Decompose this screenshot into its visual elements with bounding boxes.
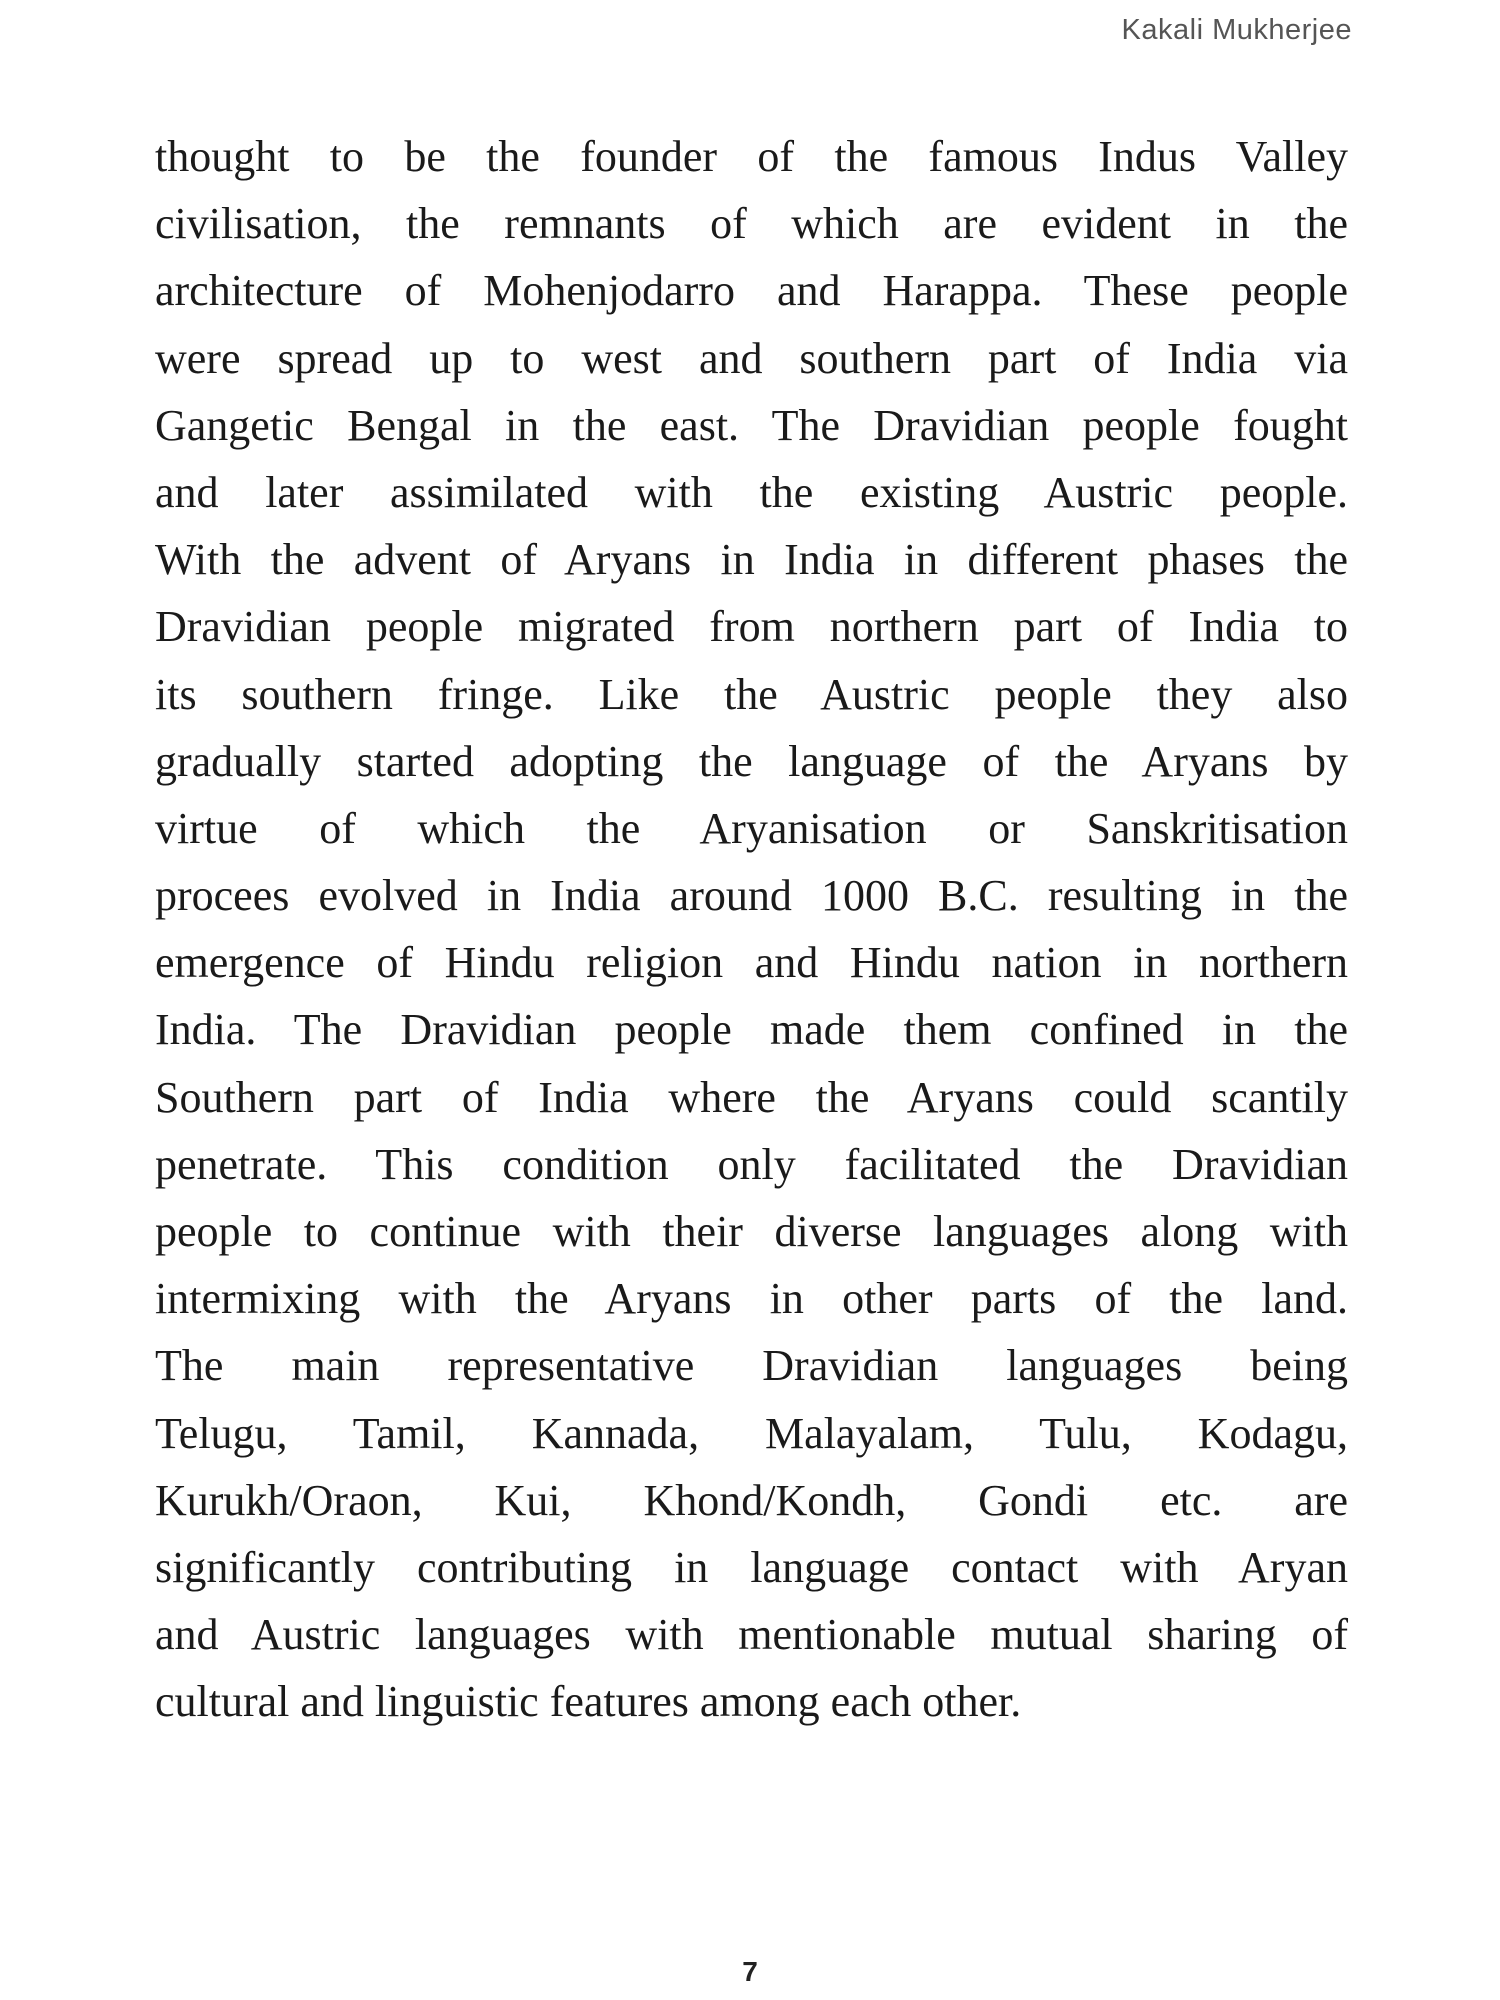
text-line: The main representative Dravidian languages being (155, 1341, 1348, 1391)
text-line: penetrate. This condition only facilitated the Dravidian (155, 1139, 1348, 1189)
text-line: virtue of which the Aryanisation or Sanskritisation (155, 803, 1348, 853)
text-line: were spread up to west and southern part of India via (155, 333, 1348, 383)
text-line: architecture of Mohenjodarro and Harappa. These people (155, 266, 1348, 316)
text-line: Telugu, Tamil, Kannada, Malayalam, Tulu, Kodagu, (155, 1408, 1348, 1458)
text-line: civilisation, the remnants of which are evident in the (155, 199, 1348, 249)
text-line: Gangetic Bengal in the east. The Dravidian people fought (155, 400, 1348, 450)
text-line: emergence of Hindu religion and Hindu nation in northern (155, 938, 1348, 988)
running-header-author: Kakali Mukherjee (1121, 14, 1352, 46)
text-line: people to continue with their diverse languages along with (155, 1207, 1348, 1256)
text-line-last: cultural and linguistic features among each other. (155, 1677, 1022, 1727)
text-line: significantly contributing in language contact with Aryan (155, 1542, 1348, 1592)
text-line: thought to be the founder of the famous Indus Valley (155, 132, 1348, 181)
text-line: its southern fringe. Like the Austric people they also (155, 669, 1348, 719)
text-line: Dravidian people migrated from northern part of India to (155, 602, 1348, 652)
text-line: procees evolved in India around 1000 B.C. resulting in the (155, 871, 1348, 921)
page-number: 7 (742, 1956, 758, 1987)
text-line: With the advent of Aryans in India in different phases the (155, 535, 1348, 585)
text-line: India. The Dravidian people made them confined in the (155, 1005, 1348, 1055)
text-line: Kurukh/Oraon, Kui, Khond/Kondh, Gondi etc. are (155, 1475, 1348, 1525)
text-line: gradually started adopting the language of the Aryans by (155, 736, 1348, 786)
text-line: and Austric languages with mentionable mutual sharing of (155, 1610, 1348, 1660)
text-line: intermixing with the Aryans in other parts of the land. (155, 1274, 1348, 1324)
text-line: and later assimilated with the existing Austric people. (155, 467, 1348, 517)
text-line: Southern part of India where the Aryans could scantily (155, 1072, 1348, 1122)
body-paragraph (155, 123, 1348, 1736)
